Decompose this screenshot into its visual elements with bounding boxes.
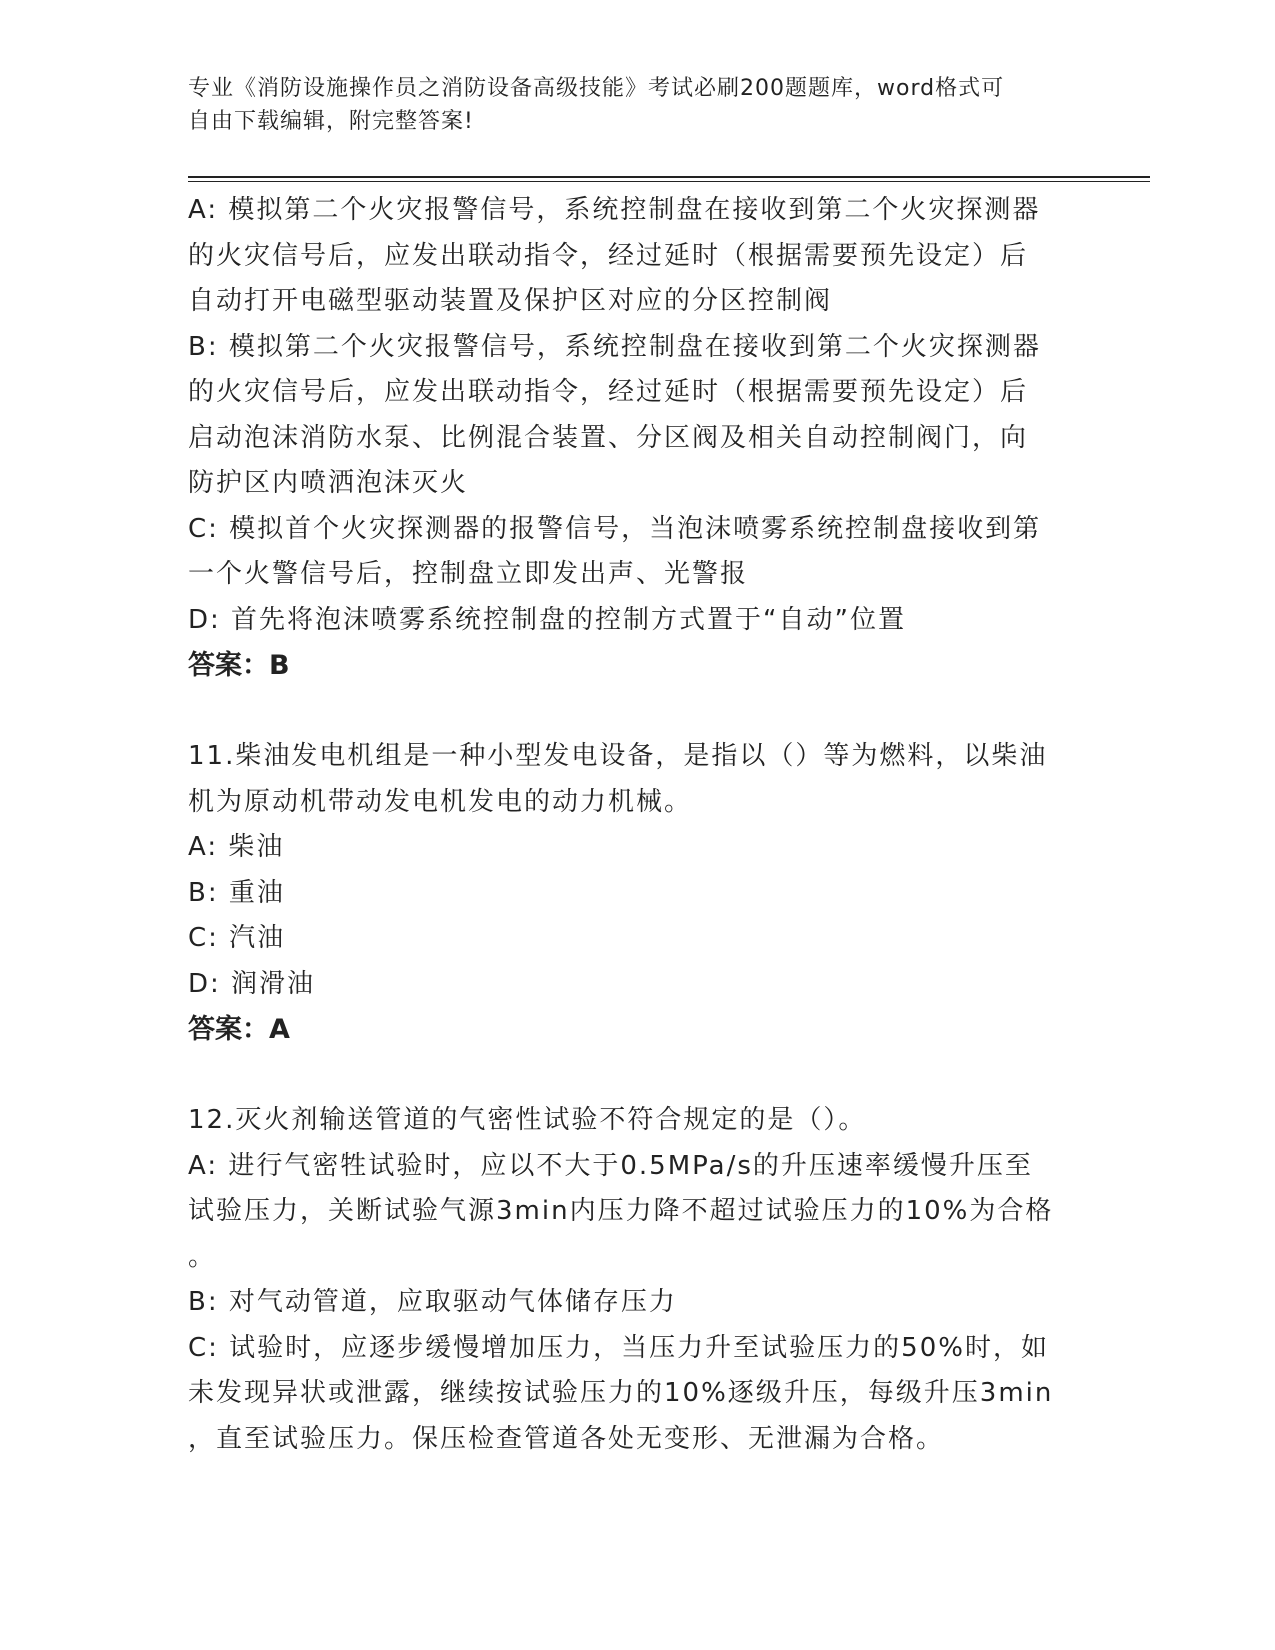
answer-label: 答案：A: [188, 1014, 290, 1045]
option-c: [188, 1326, 1088, 1463]
question-12: [188, 1098, 1088, 1462]
option-text-line: 试验压力，关断试验气源3min内压力降不超过试验压力的10%为合格: [188, 1196, 1054, 1226]
option-c: [188, 507, 1088, 598]
header-line-2: 自由下载编辑，附完整答案!: [188, 109, 474, 134]
question-10: [188, 188, 1088, 689]
option-a: [188, 1144, 1088, 1281]
option-b: [188, 325, 1088, 507]
question-text-line: 机为原动机带动发电机发电的动力机械。: [188, 786, 693, 817]
header-line-1: 专业《消防设施操作员之消防设备高级技能》考试必刷200题题库，word格式可: [188, 76, 1005, 101]
option-c: C: 汽油: [188, 923, 286, 953]
option-text-line: A: 进行气密牲试验时，应以不大于0.5MPa/s的升压速率缓慢升压至: [188, 1150, 1033, 1181]
document-body: [188, 188, 1088, 1462]
option-text-line: 。: [188, 1241, 217, 1272]
option-d: [188, 598, 1088, 644]
spacer: [188, 1053, 1088, 1099]
option-text-line: 的火灾信号后，应发出联动指令，经过延时（根据需要预先设定）后: [188, 240, 1029, 271]
option-text-line: C: 试验时，应逐步缓慢增加压力，当压力升至试验压力的50%时，如: [188, 1332, 1049, 1363]
option-b: B: 重油: [188, 877, 285, 908]
option-text-line: 防护区内喷洒泡沫灭火: [188, 468, 469, 498]
option-text-line: C: 模拟首个火灾探测器的报警信号，当泡沫喷雾系统控制盘接收到第: [188, 513, 1042, 544]
option-text-line: 启动泡沫消防水泵、比例混合装置、分区阀及相关自动控制阀门，向: [188, 422, 1029, 453]
option-text-line: 未发现异状或泄露，继续按试验压力的10%逐级升压，每级升压3min: [188, 1378, 1054, 1408]
option-text-line: A: 模拟第二个火灾报警信号，系统控制盘在接收到第二个火灾探测器: [188, 195, 1041, 225]
option-text-line: B: 模拟第二个火灾报警信号，系统控制盘在接收到第二个火灾探测器: [188, 331, 1041, 362]
option-a: A: 柴油: [188, 832, 285, 862]
option-text-line: 一个火警信号后，控制盘立即发出声、光警报: [188, 559, 749, 589]
option-text-line: 的火灾信号后，应发出联动指令，经过延时（根据需要预先设定）后: [188, 377, 1029, 407]
header-rule-thick: [188, 176, 1150, 178]
option-text-line: 自动打开电磁型驱动装置及保护区对应的分区控制阀: [188, 286, 833, 316]
option-text-line: D: 首先将泡沫喷雾系统控制盘的控制方式置于“自动”位置: [188, 604, 906, 635]
answer-label: 答案：B: [188, 650, 290, 681]
question-text-line: 12.灭火剂输送管道的气密性试验不符合规定的是（）。: [188, 1105, 867, 1135]
option-text-line: ，直至试验压力。保压检查管道各处无变形、无泄漏为合格。: [188, 1423, 945, 1454]
option-b: B: 对气动管道，应取驱动气体储存压力: [188, 1287, 677, 1317]
question-text-line: 11.柴油发电机组是一种小型发电设备，是指以（）等为燃料，以柴油: [188, 741, 1048, 771]
option-a: [188, 188, 1088, 325]
document-header: [188, 72, 1068, 138]
option-d: D: 润滑油: [188, 968, 316, 999]
header-rule-thin: [188, 181, 1150, 182]
question-11: [188, 734, 1088, 1053]
spacer: [188, 689, 1088, 735]
